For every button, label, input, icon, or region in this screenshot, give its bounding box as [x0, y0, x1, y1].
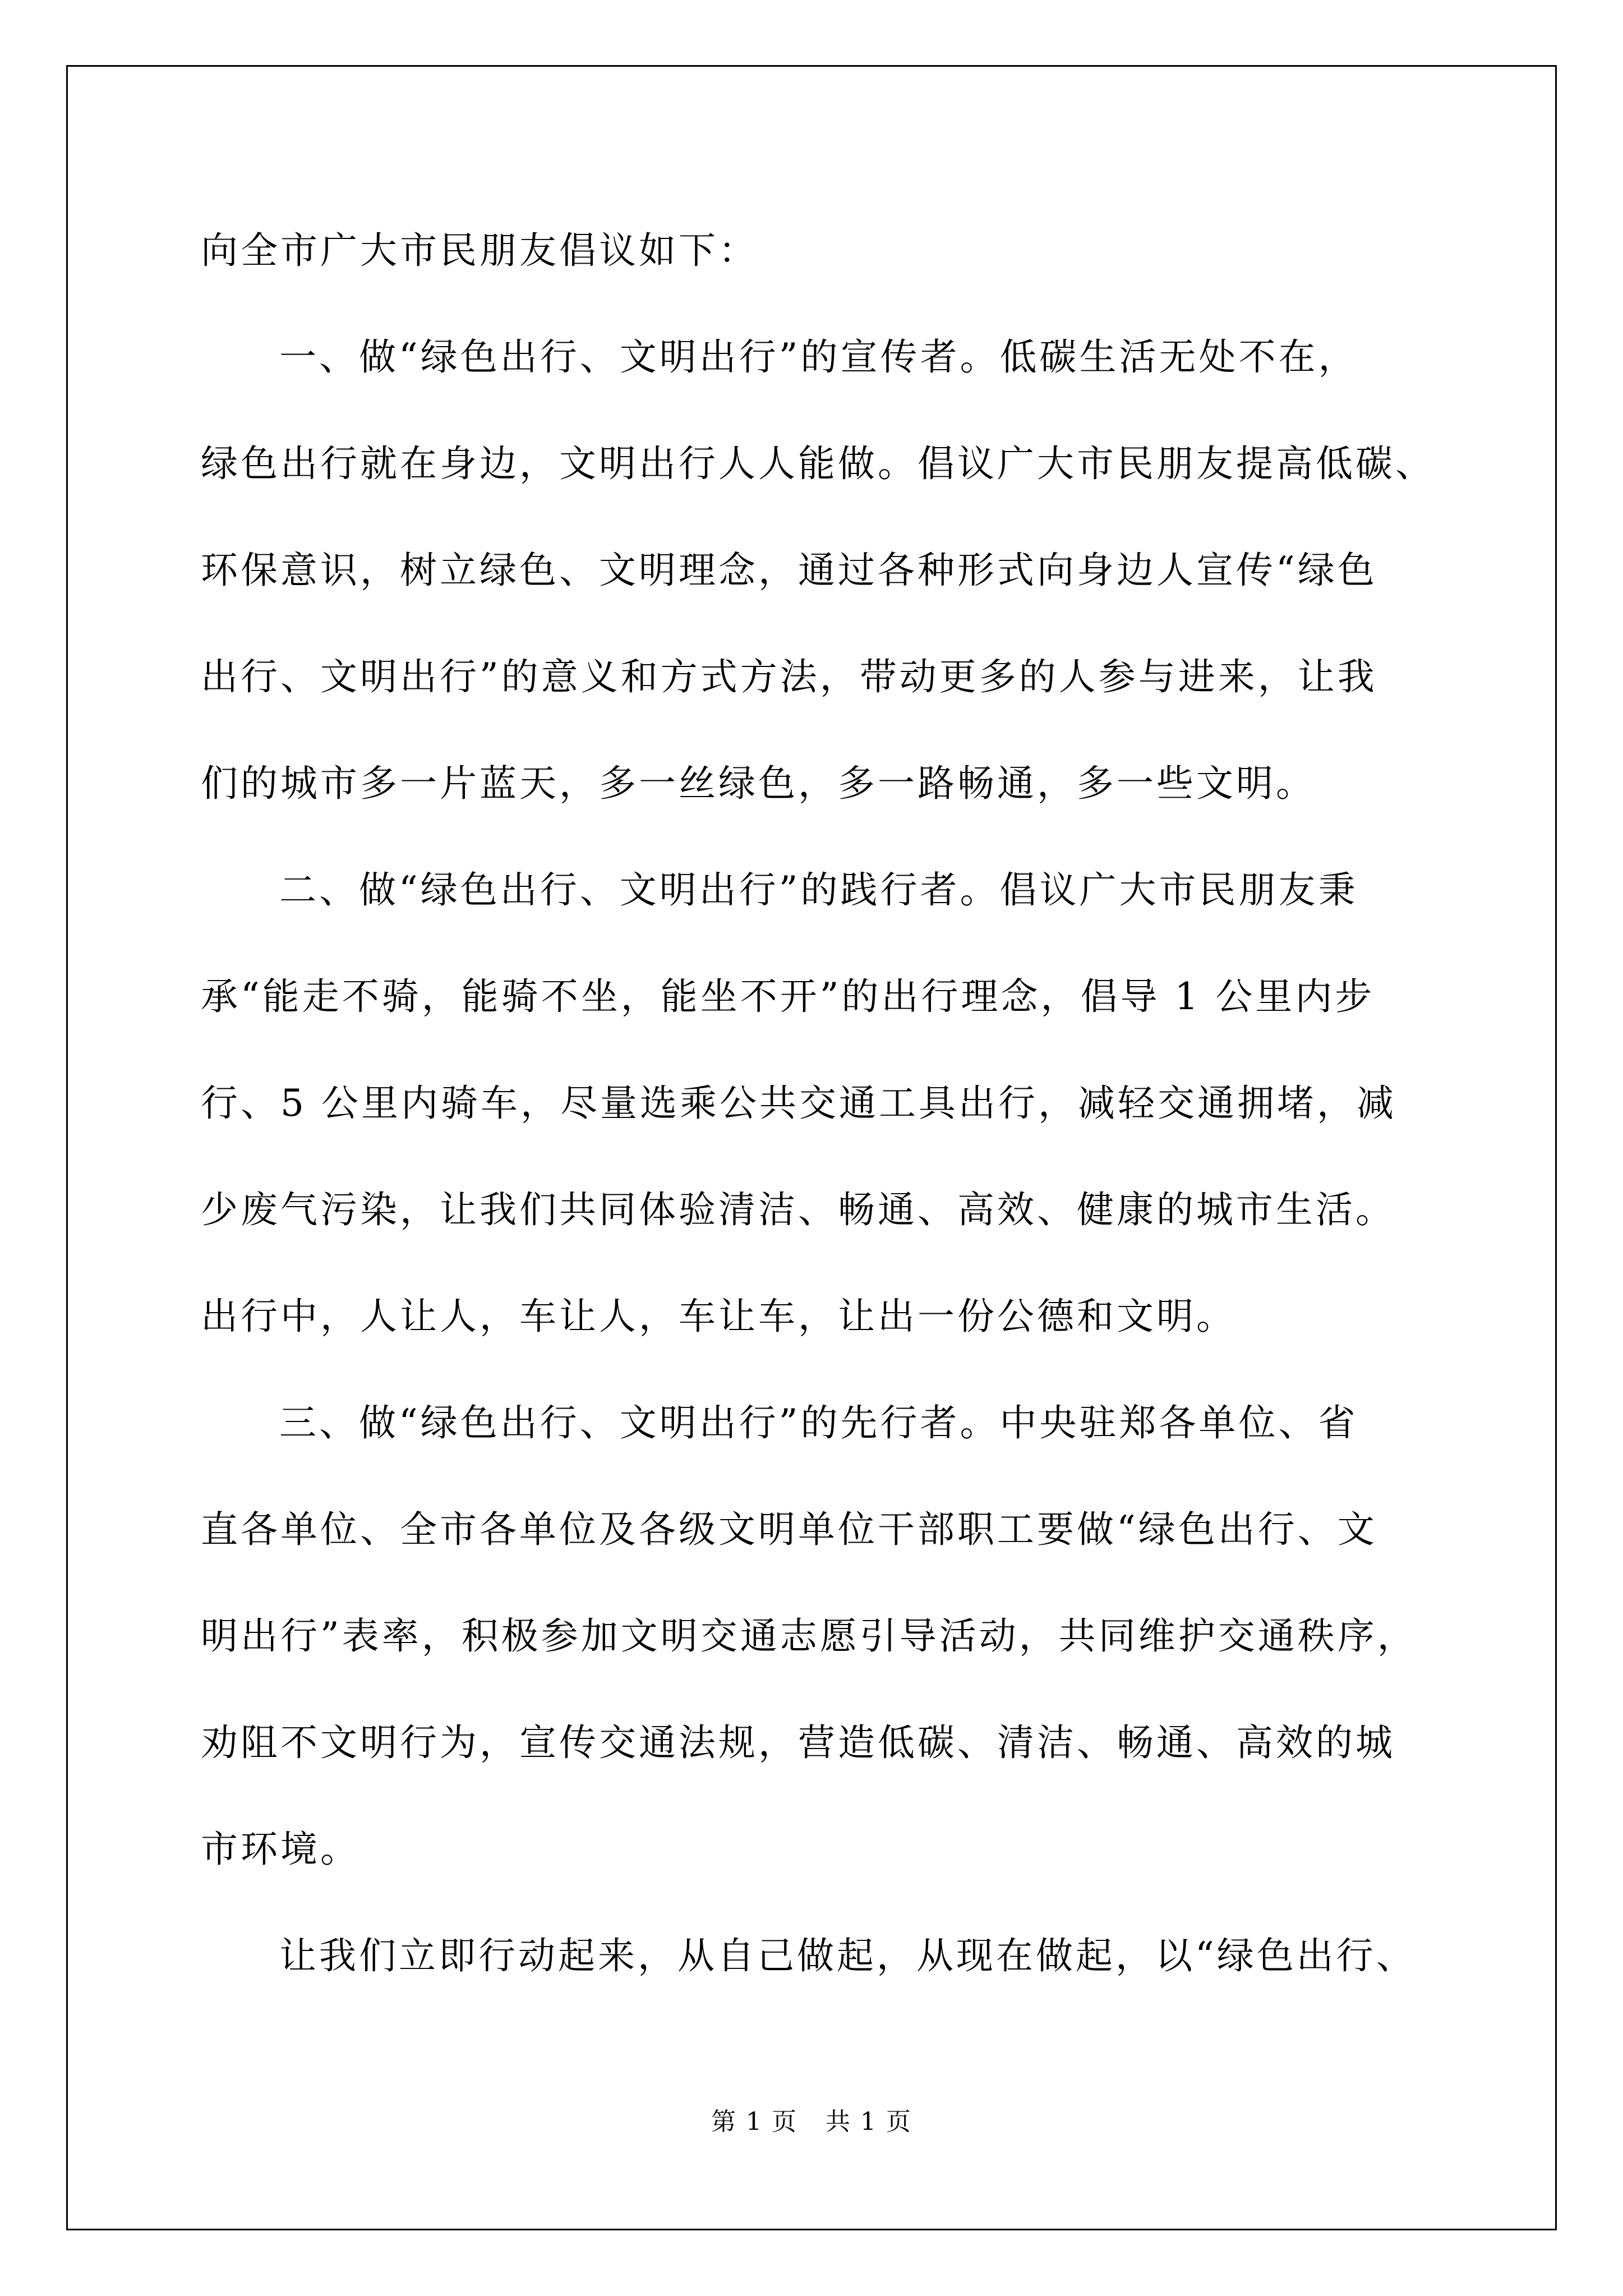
- document-body: [201, 197, 1485, 2009]
- text-line-2: 一、做“绿色出行、文明出行”的宣传者。低碳生活无处不在，: [279, 335, 1358, 379]
- text-line-12: 三、做“绿色出行、文明出行”的先行者。中央驻郑各单位、省: [279, 1401, 1358, 1444]
- text-line-1: 向全市广大市民朋友倡议如下：: [201, 229, 758, 272]
- text-line-14: 明出行”表率，积极参加文明交通志愿引导活动，共同维护交通秩序，: [201, 1614, 1417, 1658]
- text-line-13: 直各单位、全市各单位及各级文明单位干部职工要做“绿色出行、文: [201, 1508, 1377, 1551]
- text-line-8: 承“能走不骑，能骑不坐，能坐不开”的出行理念，倡导 1 公里内步: [201, 975, 1375, 1018]
- page-number-label: 第 1 页: [711, 2108, 797, 2136]
- text-line-7: 二、做“绿色出行、文明出行”的践行者。倡议广大市民朋友秉: [279, 868, 1358, 912]
- text-line-5: 出行、文明出行”的意义和方式方法，带动更多的人参与进来，让我: [201, 655, 1377, 698]
- text-line-10: 少废气污染，让我们共同体验清洁、畅通、高效、健康的城市生活。: [201, 1188, 1395, 1231]
- text-line-17: 让我们立即行动起来，从自己做起，从现在做起，以“绿色出行、: [279, 1934, 1416, 1977]
- text-line-3: 绿色出行就在身边，文明出行人人能做。倡议广大市民朋友提高低碳、: [201, 442, 1435, 485]
- text-line-15: 劝阻不文明行为，宣传交通法规，营造低碳、清洁、畅通、高效的城: [201, 1721, 1395, 1764]
- text-line-6: 们的城市多一片蓝天，多一丝绿色，多一路畅通，多一些文明。: [201, 762, 1316, 805]
- page-footer: [0, 2101, 1623, 2137]
- text-line-9: 行、5 公里内骑车，尽量选乘公共交通工具出行，减轻交通拥堵，减: [201, 1082, 1396, 1125]
- text-line-4: 环保意识，树立绿色、文明理念，通过各种形式向身边人宣传“绿色: [201, 549, 1377, 592]
- text-line-16: 市环境。: [201, 1828, 360, 1871]
- page-total-label: 共 1 页: [826, 2108, 912, 2136]
- text-line-11: 出行中，人让人，车让人，车让车，让出一份公德和文明。: [201, 1295, 1236, 1338]
